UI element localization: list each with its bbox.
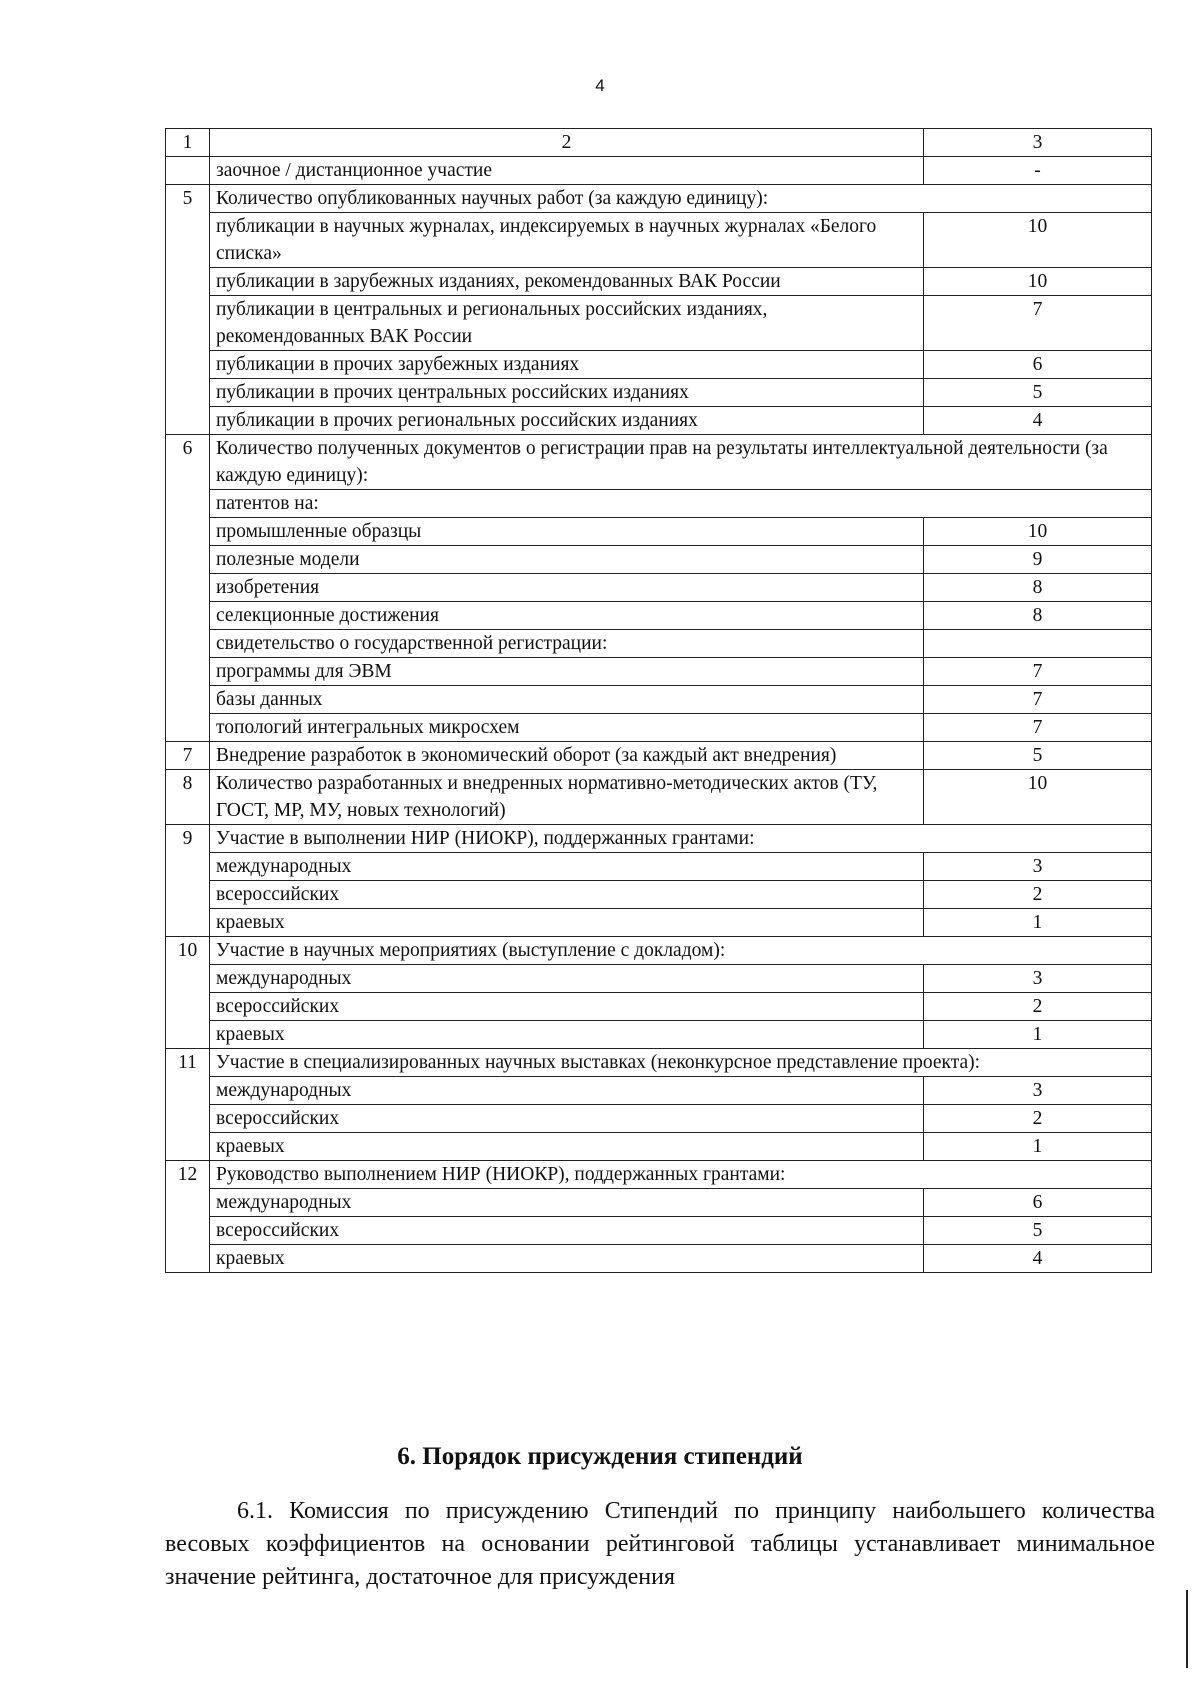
table-row <box>166 1105 1152 1133</box>
weight-value: 5 <box>924 1217 1152 1245</box>
criterion-label: Внедрение разработок в экономический оборот (за каждый акт внедрения) <box>210 742 924 770</box>
criterion-label: публикации в центральных и региональных российских изданиях, рекомендованных ВАК России <box>210 296 924 351</box>
weight-value: 8 <box>924 574 1152 602</box>
row-number: 7 <box>166 742 210 770</box>
section-label: Участие в специализированных научных выставках (неконкурсное представление проекта): <box>210 1049 1152 1077</box>
table-row <box>166 825 1152 853</box>
paragraph-6-1: 6.1. Комиссия по присуждению Стипендий по принципу наибольшего количества весовых коэффициентов на основании рейтинговой таблицы устанавливает минимальное значение рейтинга, достаточное для присуждения <box>165 1498 1155 1590</box>
criterion-label: Количество разработанных и внедренных нормативно-методических актов (ТУ, ГОСТ, МР, МУ, новых технологий) <box>210 770 924 825</box>
section-label: патентов на: <box>210 490 1152 518</box>
table-row <box>166 546 1152 574</box>
weight-value: 10 <box>924 770 1152 825</box>
weight-value: 2 <box>924 993 1152 1021</box>
criterion-label: краевых <box>210 1133 924 1161</box>
weight-value: 5 <box>924 742 1152 770</box>
table-row <box>166 185 1152 213</box>
weight-value: 10 <box>924 268 1152 296</box>
table-row <box>166 1217 1152 1245</box>
weight-value: 1 <box>924 909 1152 937</box>
table-row <box>166 630 1152 658</box>
weight-value: 2 <box>924 881 1152 909</box>
criterion-label: краевых <box>210 1021 924 1049</box>
row-number: 12 <box>166 1161 210 1273</box>
table-row <box>166 937 1152 965</box>
criterion-label: международных <box>210 1189 924 1217</box>
row-number: 8 <box>166 770 210 825</box>
table-row <box>166 213 1152 268</box>
table-row <box>166 1161 1152 1189</box>
weight-value: 7 <box>924 714 1152 742</box>
section-label: Руководство выполнением НИР (НИОКР), поддержанных грантами: <box>210 1161 1152 1189</box>
header-col-3: 3 <box>924 129 1152 157</box>
table-row <box>166 658 1152 686</box>
table-row <box>166 714 1152 742</box>
weight-value: 1 <box>924 1133 1152 1161</box>
margin-mark <box>1186 1590 1188 1668</box>
table-row <box>166 881 1152 909</box>
criterion-label: заочное / дистанционное участие <box>210 157 924 185</box>
criterion-label: селекционные достижения <box>210 602 924 630</box>
weight-value: 6 <box>924 351 1152 379</box>
weight-value: 2 <box>924 1105 1152 1133</box>
weight-value: 3 <box>924 965 1152 993</box>
criterion-label: публикации в прочих зарубежных изданиях <box>210 351 924 379</box>
weight-value: 9 <box>924 546 1152 574</box>
section-label: Количество опубликованных научных работ (за каждую единицу): <box>210 185 1152 213</box>
table-header-row <box>166 129 1152 157</box>
criterion-label: публикации в прочих региональных российских изданиях <box>210 407 924 435</box>
row-number: 11 <box>166 1049 210 1161</box>
row-number <box>166 157 210 185</box>
criterion-label: всероссийских <box>210 993 924 1021</box>
table-row <box>166 686 1152 714</box>
table-row <box>166 518 1152 546</box>
criterion-label: программы для ЭВМ <box>210 658 924 686</box>
weight-value: 3 <box>924 853 1152 881</box>
criterion-label: публикации в научных журналах, индексируемых в научных журналах «Белого списка» <box>210 213 924 268</box>
table-row <box>166 965 1152 993</box>
table-row <box>166 993 1152 1021</box>
weight-value: - <box>924 157 1152 185</box>
weight-value: 3 <box>924 1077 1152 1105</box>
page-number: 4 <box>595 76 605 95</box>
criterion-label: свидетельство о государственной регистрации: <box>210 630 924 658</box>
weight-value: 4 <box>924 407 1152 435</box>
header-col-1: 1 <box>166 129 210 157</box>
row-number: 5 <box>166 185 210 435</box>
section-heading: 6. Порядок присуждения стипендий <box>397 1443 803 1470</box>
table-row <box>166 742 1152 770</box>
table-row <box>166 770 1152 825</box>
header-col-2: 2 <box>210 129 924 157</box>
criterion-label: публикации в прочих центральных российских изданиях <box>210 379 924 407</box>
weight-value: 7 <box>924 658 1152 686</box>
table-row <box>166 435 1152 490</box>
table-row <box>166 1133 1152 1161</box>
weight-value: 6 <box>924 1189 1152 1217</box>
section-label: Участие в научных мероприятиях (выступление с докладом): <box>210 937 1152 965</box>
weight-value: 4 <box>924 1245 1152 1273</box>
table-row <box>166 351 1152 379</box>
rating-table <box>165 128 1152 1273</box>
weight-value: 8 <box>924 602 1152 630</box>
criterion-label: всероссийских <box>210 1105 924 1133</box>
rating-table-body <box>166 157 1152 1273</box>
table-row <box>166 1077 1152 1105</box>
row-number: 9 <box>166 825 210 937</box>
table-row <box>166 853 1152 881</box>
criterion-label: полезные модели <box>210 546 924 574</box>
section-label: Участие в выполнении НИР (НИОКР), поддержанных грантами: <box>210 825 1152 853</box>
criterion-label: базы данных <box>210 686 924 714</box>
criterion-label: топологий интегральных микросхем <box>210 714 924 742</box>
weight-value: 10 <box>924 518 1152 546</box>
weight-value: 10 <box>924 213 1152 268</box>
row-number: 10 <box>166 937 210 1049</box>
section-label: Количество полученных документов о регистрации прав на результаты интеллектуальной деятельности (за каждую единицу): <box>210 435 1152 490</box>
table-row <box>166 407 1152 435</box>
criterion-label: промышленные образцы <box>210 518 924 546</box>
criterion-label: краевых <box>210 909 924 937</box>
weight-value: 5 <box>924 379 1152 407</box>
row-number: 6 <box>166 435 210 742</box>
criterion-label: международных <box>210 1077 924 1105</box>
table-row <box>166 1049 1152 1077</box>
criterion-label: краевых <box>210 1245 924 1273</box>
table-row <box>166 1189 1152 1217</box>
table-row <box>166 490 1152 518</box>
table-row <box>166 1245 1152 1273</box>
criterion-label: изобретения <box>210 574 924 602</box>
table-row <box>166 602 1152 630</box>
weight-value <box>924 630 1152 658</box>
table-row <box>166 379 1152 407</box>
criterion-label: международных <box>210 965 924 993</box>
criterion-label: публикации в зарубежных изданиях, рекомендованных ВАК России <box>210 268 924 296</box>
table-row <box>166 909 1152 937</box>
criterion-label: всероссийских <box>210 1217 924 1245</box>
table-row <box>166 157 1152 185</box>
table-row <box>166 1021 1152 1049</box>
criterion-label: всероссийских <box>210 881 924 909</box>
weight-value: 7 <box>924 686 1152 714</box>
weight-value: 1 <box>924 1021 1152 1049</box>
table-row <box>166 574 1152 602</box>
table-row <box>166 296 1152 351</box>
weight-value: 7 <box>924 296 1152 351</box>
table-row <box>166 268 1152 296</box>
criterion-label: международных <box>210 853 924 881</box>
